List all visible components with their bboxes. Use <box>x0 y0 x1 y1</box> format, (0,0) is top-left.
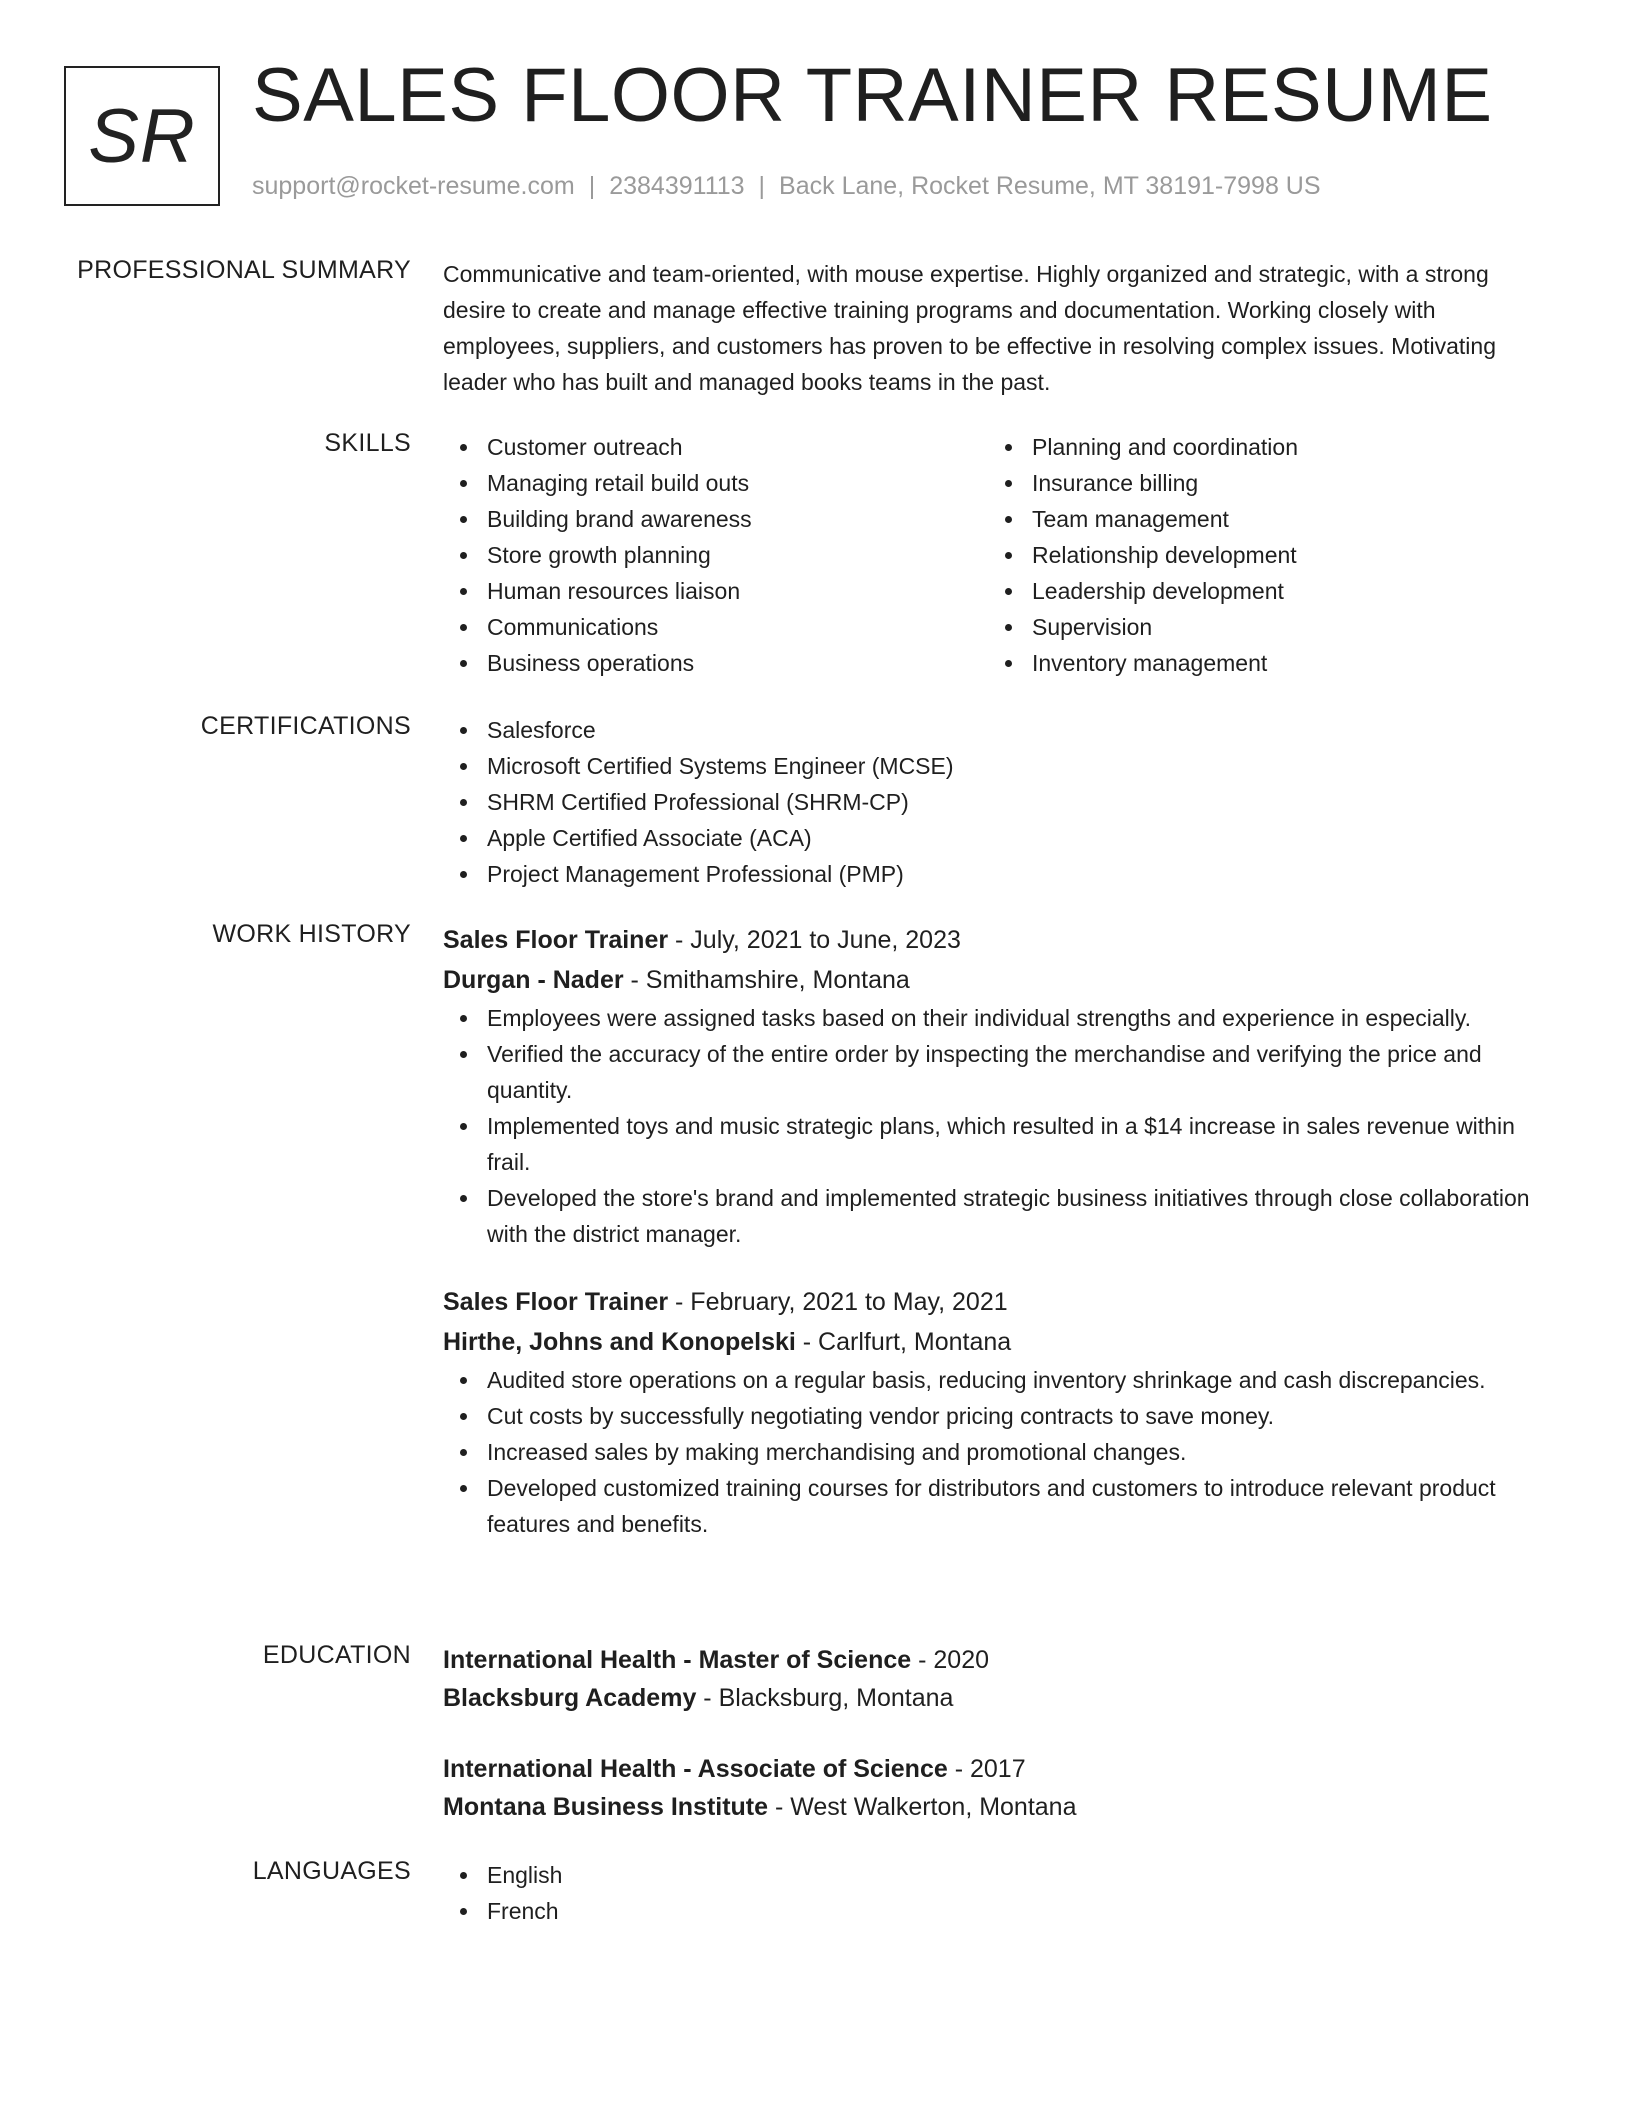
list-item: Insurance billing <box>988 465 1533 501</box>
job-company-line <box>443 960 1543 1000</box>
contact-address: Back Lane, Rocket Resume, MT 38191-7998 US <box>779 172 1321 200</box>
section-label-work-history: WORK HISTORY <box>212 920 411 948</box>
job-entry <box>443 920 1543 1252</box>
education-degree-line <box>443 1641 1543 1679</box>
job-title-line <box>443 1282 1543 1322</box>
job-entry <box>443 1282 1543 1542</box>
list-item: Managing retail build outs <box>443 465 988 501</box>
education-school: Montana Business Institute <box>443 1793 769 1821</box>
education-location: - Blacksburg, Montana <box>696 1684 954 1712</box>
education-year: - 2020 <box>911 1646 990 1674</box>
job-bullets <box>443 1000 1543 1252</box>
education-body <box>443 1641 1543 1826</box>
list-item: Communications <box>443 609 988 645</box>
job-location: - Smithamshire, Montana <box>623 966 910 994</box>
job-company: Durgan - Nader <box>443 966 624 994</box>
list-item: Developed customized training courses for distributors and customers to introduce relevant product features and benefits. <box>443 1470 1543 1542</box>
list-item: Microsoft Certified Systems Engineer (MCSE) <box>443 748 1543 784</box>
list-item: Human resources liaison <box>443 573 988 609</box>
job-dates: - February, 2021 to May, 2021 <box>668 1288 1008 1316</box>
job-location: - Carlfurt, Montana <box>795 1328 1012 1356</box>
certifications-body <box>443 712 1543 892</box>
education-entry <box>443 1641 1543 1717</box>
list-item: Supervision <box>988 609 1533 645</box>
list-item: Store growth planning <box>443 537 988 573</box>
job-company: Hirthe, Johns and Konopelski <box>443 1328 796 1356</box>
list-item: English <box>443 1857 1543 1893</box>
list-item: Implemented toys and music strategic plans, which resulted in a $14 increase in sales revenue within frail. <box>443 1108 1543 1180</box>
job-title-line <box>443 920 1543 960</box>
resume-title: SALES FLOOR TRAINER RESUME <box>252 53 1493 138</box>
skills-list-right <box>988 429 1533 681</box>
education-year: - 2017 <box>947 1755 1026 1783</box>
list-item: Leadership development <box>988 573 1533 609</box>
section-label-summary: PROFESSIONAL SUMMARY <box>77 256 411 284</box>
skills-body <box>443 429 1543 681</box>
contact-separator: | <box>588 172 596 200</box>
contact-separator: | <box>758 172 766 200</box>
education-entry <box>443 1750 1543 1826</box>
education-school-line <box>443 1679 1543 1717</box>
section-label-certifications: CERTIFICATIONS <box>200 712 411 740</box>
languages-body <box>443 1857 1543 1929</box>
list-item: Customer outreach <box>443 429 988 465</box>
list-item: Employees were assigned tasks based on their individual strengths and experience in especially. <box>443 1000 1543 1036</box>
list-item: Verified the accuracy of the entire order by inspecting the merchandise and verifying the price and quantity. <box>443 1036 1543 1108</box>
job-company-line <box>443 1322 1543 1362</box>
education-degree: International Health - Master of Science <box>443 1646 912 1674</box>
list-item: Relationship development <box>988 537 1533 573</box>
list-item: Business operations <box>443 645 988 681</box>
list-item: French <box>443 1893 1543 1929</box>
certifications-list <box>443 712 1543 892</box>
list-item: Building brand awareness <box>443 501 988 537</box>
job-title: Sales Floor Trainer <box>443 1288 669 1316</box>
monogram-initials: SR <box>88 93 196 179</box>
list-item: Audited store operations on a regular basis, reducing inventory shrinkage and cash discrepancies. <box>443 1362 1543 1398</box>
education-degree: International Health - Associate of Science <box>443 1755 948 1783</box>
list-item: Salesforce <box>443 712 1543 748</box>
contact-email[interactable]: support@rocket-resume.com <box>252 172 575 200</box>
list-item: Planning and coordination <box>988 429 1533 465</box>
languages-list <box>443 1857 1543 1929</box>
list-item: Apple Certified Associate (ACA) <box>443 820 1543 856</box>
work-history-body <box>443 920 1543 1542</box>
job-dates: - July, 2021 to June, 2023 <box>668 926 961 954</box>
section-label-skills: SKILLS <box>324 429 411 457</box>
list-item: Project Management Professional (PMP) <box>443 856 1543 892</box>
list-item: Developed the store's brand and implemented strategic business initiatives through close collaboration with the district manager. <box>443 1180 1543 1252</box>
list-item: Increased sales by making merchandising and promotional changes. <box>443 1434 1543 1470</box>
section-label-languages: LANGUAGES <box>252 1857 411 1885</box>
list-item: Cut costs by successfully negotiating vendor pricing contracts to save money. <box>443 1398 1543 1434</box>
list-item: Inventory management <box>988 645 1533 681</box>
list-item: Team management <box>988 501 1533 537</box>
education-degree-line <box>443 1750 1543 1788</box>
list-item: SHRM Certified Professional (SHRM-CP) <box>443 784 1543 820</box>
summary-text: Communicative and team-oriented, with mouse expertise. Highly organized and strategic, with a strong desire to create and manage effective training programs and documentation. Working closely with employees, suppliers, and customers has proven to be effective in resolving complex issues. Motivating leader who has built and managed books teams in the past. <box>443 261 1496 395</box>
contact-line <box>252 172 1321 201</box>
job-title: Sales Floor Trainer <box>443 926 669 954</box>
job-bullets <box>443 1362 1543 1542</box>
contact-phone[interactable]: 2384391113 <box>609 172 745 200</box>
monogram-box <box>64 66 220 206</box>
education-school-line <box>443 1788 1543 1826</box>
education-location: - West Walkerton, Montana <box>768 1793 1077 1821</box>
skills-list-left <box>443 429 988 681</box>
section-label-education: EDUCATION <box>262 1641 411 1669</box>
education-school: Blacksburg Academy <box>443 1684 697 1712</box>
